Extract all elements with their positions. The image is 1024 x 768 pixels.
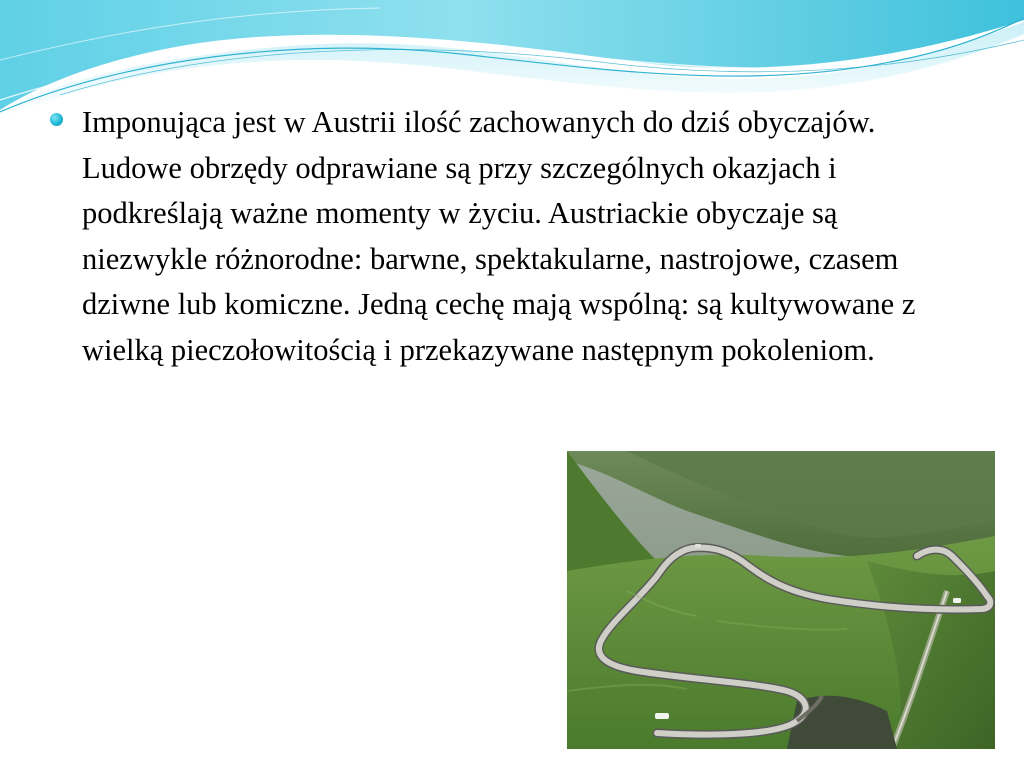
mountain-road-photo	[567, 451, 995, 749]
bullet-item	[50, 100, 930, 373]
bullet-dot-icon	[50, 113, 63, 126]
content-area	[50, 100, 930, 373]
bullet-text: Imponująca jest w Austrii ilość zachowanych do dziś obyczajów. Ludowe obrzędy odprawiane są przy szczególnych okazjach i podkreślają ważne momenty w życiu. Austriackie obyczaje są niezwykle różnorodne: barwne, spektakularne, nastrojowe, czasem dziwne lub komiczne. Jedną cechę mają wspólną: są kultywowane z wielką pieczołowitością i przekazywane następnym pokoleniom.	[82, 105, 916, 367]
